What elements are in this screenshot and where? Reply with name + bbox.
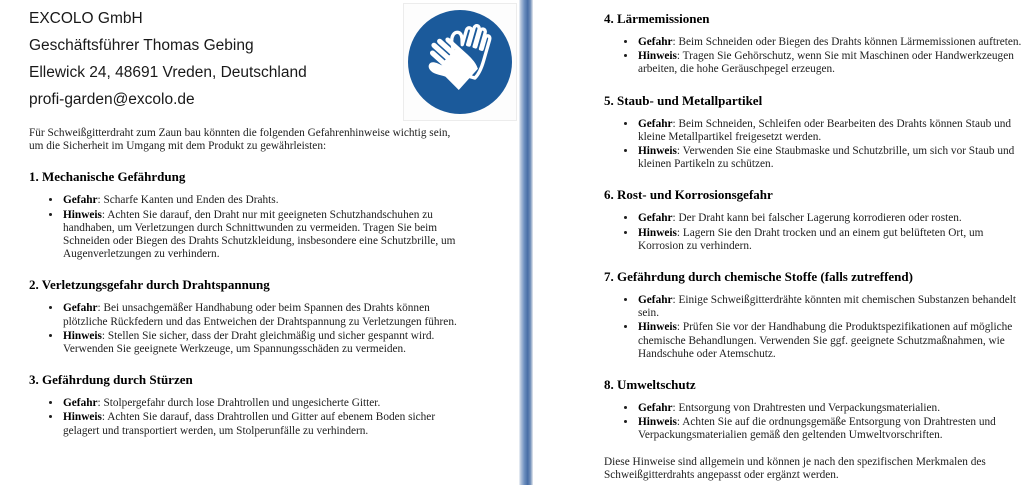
email-text: profi-garden@excolo.de xyxy=(29,91,195,108)
bullet-text: : Entsorgung von Drahtresten und Verpackungsmaterialien. xyxy=(672,402,941,415)
bullet-label: Gefahr xyxy=(638,36,673,48)
right-column xyxy=(604,0,1029,482)
letterhead xyxy=(29,5,307,113)
bullet-item xyxy=(62,302,458,328)
bullet-text: : Beim Schneiden oder Biegen des Drahts können Lärmemissionen auftreten. xyxy=(672,36,1022,48)
bullet-label: Gefahr xyxy=(638,294,673,307)
bullet-text: : Achten Sie darauf, dass Drahtrollen und Gitter auf ebenem Boden sicher gelagert und transportiert werden, um Stolperunfälle zu verhindern. xyxy=(63,411,436,437)
bullet-label: Hinweis xyxy=(638,145,677,158)
bullet-item xyxy=(637,212,1029,225)
bullet-text: : Einige Schweißgitterdrähte könnten mit chemischen Substanzen behandelt sein. xyxy=(638,294,1017,320)
section-bullets xyxy=(604,36,1029,77)
bullet-label: Gefahr xyxy=(63,397,98,410)
bullet-label: Gefahr xyxy=(638,117,673,130)
bullet-label: Hinweis xyxy=(63,208,102,221)
bullet-text: : Achten Sie darauf, den Draht nur mit geeigneten Schutzhandschuhen zu handhaben, um Verletzungen durch Schnittwunden zu vermeiden. Tragen Sie beim Schneiden oder Biegen des Drahts Schutzkleidung, insbesondere eine Schutzbrille, um Augenverletzungen zu verhindern. xyxy=(63,208,456,261)
bullet-item xyxy=(637,402,1029,415)
section-bullets xyxy=(604,294,1029,361)
section-bullets xyxy=(29,302,458,356)
gloves-mandatory-icon xyxy=(403,3,517,121)
bullet-item xyxy=(637,416,1029,442)
bullet-item xyxy=(637,50,1029,76)
company-name: EXCOLO GmbH xyxy=(29,10,143,27)
bullet-label: Hinweis xyxy=(63,329,102,342)
section-bullets xyxy=(29,194,458,261)
bullet-text: : Achten Sie auf die ordnungsgemäße Entsorgung von Drahtresten und Verpackungsmaterialien gemäß den geltenden Umweltvorschriften. xyxy=(638,416,996,442)
bullet-text: : Bei unsachgemäßer Handhabung oder beim Spannen des Drahts können plötzliche Rückfedern und das Entweichen der Drahtspannung zu Verletzungen führen. xyxy=(63,302,457,328)
bullet-text: : Lagern Sie den Draht trocken und an einem gut belüfteten Ort, um Korrosion zu verhindern. xyxy=(638,226,984,252)
bullet-item xyxy=(62,209,458,262)
bullet-item xyxy=(637,294,1029,320)
bullet-text: : Scharfe Kanten und Enden des Drahts. xyxy=(97,194,279,207)
bullet-item xyxy=(637,36,1029,49)
bullet-label: Hinweis xyxy=(638,50,677,63)
bullet-label: Gefahr xyxy=(63,194,98,207)
section-bullets xyxy=(604,402,1029,443)
section-title: 7. Gefährdung durch chemische Stoffe (falls zutreffend) xyxy=(604,269,913,285)
bullet-item xyxy=(637,118,1029,144)
left-column xyxy=(29,127,458,439)
bullet-text: : Beim Schneiden, Schleifen oder Bearbeiten des Drahts können Staub und kleine Metallpartikel freigesetzt werden. xyxy=(638,117,1012,143)
section-title: 8. Umweltschutz xyxy=(604,377,696,393)
section-title: 3. Gefährdung durch Stürzen xyxy=(29,372,193,388)
bullet-item xyxy=(637,145,1029,171)
section-title: 6. Rost- und Korrosionsgefahr xyxy=(604,187,773,203)
bullet-label: Hinweis xyxy=(63,411,102,424)
bullet-label: Hinweis xyxy=(638,416,677,429)
bullet-label: Gefahr xyxy=(63,302,98,315)
intro-paragraph: Für Schweißgitterdraht zum Zaun bau könnten die folgenden Gefahrenhinweise wichtig sein, um die Sicherheit im Umgang mit dem Produkt zu gewährleisten: xyxy=(29,127,451,153)
section-title: 5. Staub- und Metallpartikel xyxy=(604,92,763,108)
right-sections xyxy=(604,11,1029,443)
bullet-item xyxy=(62,194,458,207)
bullet-item xyxy=(637,227,1029,253)
bullet-item xyxy=(62,411,458,437)
bullet-item xyxy=(637,321,1029,361)
bullet-text: : Stolpergefahr durch lose Drahtrollen und ungesicherte Gitter. xyxy=(97,397,381,410)
bullet-label: Gefahr xyxy=(638,212,673,225)
bullet-text: : Der Draht kann bei falscher Lagerung korrodieren oder rosten. xyxy=(672,212,962,225)
section-bullets xyxy=(604,118,1029,172)
section-title: 2. Verletzungsgefahr durch Drahtspannung xyxy=(29,277,270,293)
managing-director-line: Geschäftsführer Thomas Gebing xyxy=(29,37,254,54)
bullet-label: Gefahr xyxy=(638,402,673,415)
closing-paragraph: Diese Hinweise sind allgemein und können je nach den spezifischen Merkmalen des Schweißgitterdrahts angepasst oder ergänzt werden. xyxy=(604,455,986,481)
column-divider xyxy=(519,0,533,485)
left-sections xyxy=(29,169,458,437)
address-line: Ellewick 24, 48691 Vreden, Deutschland xyxy=(29,64,307,81)
section-bullets xyxy=(604,212,1029,253)
bullet-text: : Stellen Sie sicher, dass der Draht gleichmäßig und sicher gespannt wird. Verwenden Sie geeignete Werkzeuge, um Spannungsschäden zu vermeiden. xyxy=(63,329,435,356)
section-title: 1. Mechanische Gefährdung xyxy=(29,169,186,185)
bullet-item xyxy=(62,330,458,356)
section-title: 4. Lärmemissionen xyxy=(604,11,710,26)
bullet-text: : Verwenden Sie eine Staubmaske und Schutzbrille, um sich vor Staub und kleinen Partikeln zu schützen. xyxy=(638,145,1015,171)
bullet-text: : Tragen Sie Gehörschutz, wenn Sie mit Maschinen oder Handwerkzeugen arbeiten, die hohe Geräuschpegel erzeugen. xyxy=(638,50,1014,76)
bullet-text: : Prüfen Sie vor der Handhabung die Produktspezifikationen auf mögliche chemische Behandlungen. Verwenden Sie ggf. geeignete Schutzmaßnahmen, wie Handschuhe oder Atemschutz. xyxy=(638,321,1013,360)
bullet-label: Hinweis xyxy=(638,321,677,334)
bullet-item xyxy=(62,397,458,410)
bullet-label: Hinweis xyxy=(638,226,677,239)
section-bullets xyxy=(29,397,458,438)
